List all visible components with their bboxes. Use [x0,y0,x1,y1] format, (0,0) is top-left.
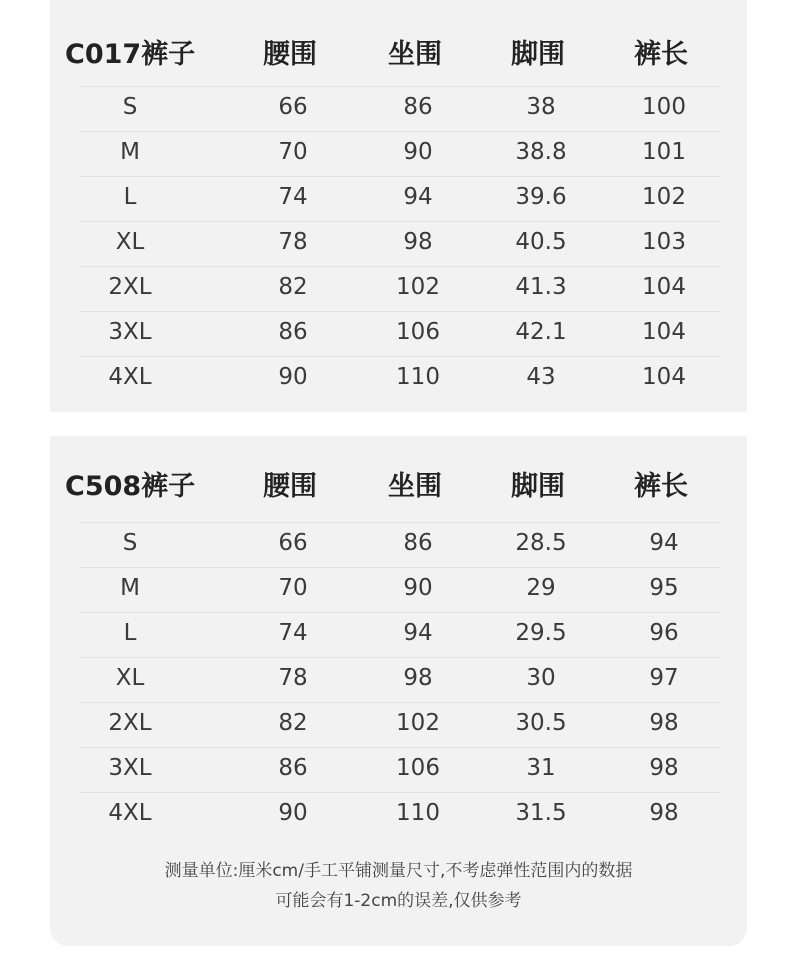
table-cell: 90 [278,800,308,826]
row-divider [80,131,720,132]
table-cell: 104 [642,274,686,300]
table-header [50,32,747,76]
table-cell: 82 [278,274,308,300]
table-cell: 86 [403,94,433,120]
table-cell: 86 [278,755,308,781]
header-leg-opening: 脚围 [511,39,565,70]
size-label: L [123,184,137,210]
table-cell: 102 [396,710,440,736]
header-leg-opening: 脚围 [511,471,565,502]
table-cell: 78 [278,665,308,691]
size-label: XL [115,229,145,255]
table-header [50,464,747,508]
size-label: 3XL [108,319,152,345]
row-divider [80,356,720,357]
table-cell: 78 [278,229,308,255]
size-label: L [123,620,137,646]
header-hip: 坐围 [388,471,442,502]
size-label: 3XL [108,755,152,781]
table-cell: 110 [396,364,440,390]
table-cell: 40.5 [515,229,567,255]
table-cell: 110 [396,800,440,826]
table-cell: 102 [642,184,686,210]
table-cell: 98 [649,710,679,736]
table-cell: 74 [278,184,308,210]
table-cell: 97 [649,665,679,691]
measurement-note-line-1: 测量单位:厘米cm/手工平铺测量尺寸,不考虑弹性范围内的数据 [164,861,633,881]
table-cell: 66 [278,94,308,120]
row-divider [80,266,720,267]
row-divider [80,86,720,87]
table-cell: 95 [649,575,679,601]
table-cell: 103 [642,229,686,255]
size-label: 4XL [108,364,152,390]
measurement-note-line-2: 可能会有1-2cm的误差,仅供参考 [275,891,522,911]
table-cell: 90 [403,139,433,165]
table-cell: 82 [278,710,308,736]
table-cell: 31 [526,755,556,781]
table-cell: 66 [278,530,308,556]
size-table-c017 [50,0,747,412]
header-pants-length: 裤长 [634,39,688,70]
header-hip: 坐围 [388,39,442,70]
header-pants-length: 裤长 [634,471,688,502]
row-divider [80,221,720,222]
table-cell: 104 [642,364,686,390]
size-label: 2XL [108,710,152,736]
table-cell: 94 [649,530,679,556]
size-label: 4XL [108,800,152,826]
table-cell: 31.5 [515,800,567,826]
row-divider [80,792,720,793]
table-cell: 101 [642,139,686,165]
table-cell: 106 [396,319,440,345]
table-cell: 70 [278,139,308,165]
size-table-c508 [50,436,747,946]
row-divider [80,612,720,613]
table-cell: 30.5 [515,710,567,736]
table-cell: 41.3 [515,274,567,300]
row-divider [80,702,720,703]
table-cell: 29.5 [515,620,567,646]
table-cell: 98 [649,755,679,781]
table-cell: 39.6 [515,184,567,210]
table-title: C508裤子 [65,471,196,502]
size-label: 2XL [108,274,152,300]
table-cell: 106 [396,755,440,781]
table-title: C017裤子 [65,39,196,70]
table-cell: 90 [403,575,433,601]
table-cell: 86 [278,319,308,345]
table-cell: 42.1 [515,319,567,345]
table-cell: 100 [642,94,686,120]
table-cell: 98 [403,229,433,255]
header-waist: 腰围 [263,471,317,502]
table-cell: 104 [642,319,686,345]
table-cell: 38.8 [515,139,567,165]
table-cell: 29 [526,575,556,601]
header-waist: 腰围 [263,39,317,70]
table-cell: 86 [403,530,433,556]
table-cell: 96 [649,620,679,646]
size-label: M [120,139,140,165]
size-label: M [120,575,140,601]
table-cell: 43 [526,364,556,390]
table-cell: 102 [396,274,440,300]
table-cell: 28.5 [515,530,567,556]
row-divider [80,176,720,177]
table-cell: 94 [403,620,433,646]
row-divider [80,747,720,748]
table-cell: 98 [403,665,433,691]
table-cell: 30 [526,665,556,691]
table-cell: 38 [526,94,556,120]
row-divider [80,522,720,523]
table-cell: 94 [403,184,433,210]
table-cell: 74 [278,620,308,646]
size-label: S [122,94,138,120]
table-cell: 70 [278,575,308,601]
row-divider [80,657,720,658]
size-label: S [122,530,138,556]
table-cell: 98 [649,800,679,826]
table-cell: 90 [278,364,308,390]
row-divider [80,567,720,568]
size-label: XL [115,665,145,691]
row-divider [80,311,720,312]
